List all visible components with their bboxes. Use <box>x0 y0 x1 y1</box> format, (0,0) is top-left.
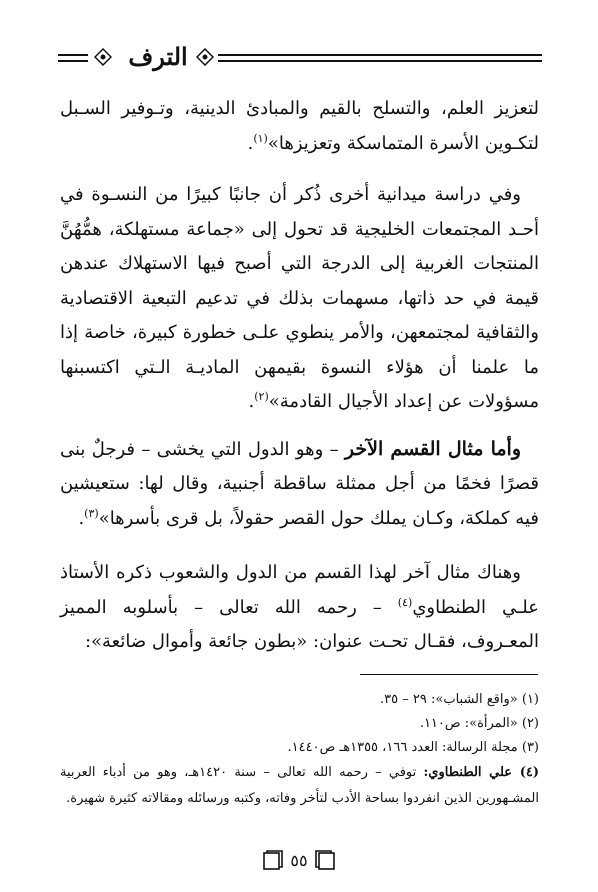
footnote: (٢) «المرأة»: ص١١٠. <box>419 716 539 731</box>
book-icon <box>314 850 336 872</box>
paragraph-text: لتعزيز العلم، والتسلح بالقيم والمبادئ الدينية، وتـوفير السـبل لتكـوين الأسرة المتماسكة وتعزيزها» <box>60 98 539 154</box>
footnote-ref: (٣) <box>84 506 99 520</box>
footnote-ref: (٤) <box>397 595 413 609</box>
header-rule <box>58 54 88 56</box>
running-header <box>58 40 542 76</box>
footnote-divider <box>360 674 538 675</box>
footnote-ref: (٢) <box>254 390 269 403</box>
paragraph-text: وفي دراسة ميدانية أخرى ذُكر أن جانبًا كبيرًا من النسـوة في أحـد المجتمعات الخليجية قد تحول إلى «جماعة مستهلكة، همُّهُنَّ المنتجات الغربية إلى الدرجة التي أصبح فيها الاستهلاك عندهن قيمة في حد ذاتها، مسهمات بذلك في تدعيم التبعية الاقتصادية والثقافية لمجتمعهن، والأمر ينطوي علـى خطورة كبيرة، خاصة إذا ما علمنا أن هؤلاء النسوة بقيمهن الماديـة الـتي اكتسبنها مسؤولات عن إعداد الأجيال القادمة» <box>60 184 539 412</box>
header-rule <box>218 54 542 56</box>
page-number: ٥٥ <box>290 851 308 870</box>
footnotes <box>60 688 539 812</box>
footnote: (١) «واقع الشباب»: ٢٩ – ٣٥. <box>380 692 539 707</box>
main-text <box>60 92 539 660</box>
footnote-ref: (١) <box>253 131 268 145</box>
header-rule <box>218 60 542 62</box>
footnote <box>60 760 539 812</box>
footnote-label: (٤) علي الطنطاوي: <box>423 765 539 780</box>
paragraph: وفي دراسة ميدانية أخرى ذُكر أن جانبًا كبيرًا من النسـوة في أحـد المجتمعات الخليجية قد تحول إلى «جماعة مستهلكة، همُّهُنَّ المنتجات الغربية إلى الدرجة التي أصبح فيها الاستهلاك عندهن قيمة في حد ذاتها، مسهمات بذلك في تدعيم التبعية الاقتصادية والثقافية لمجتمعهن، والأمر ينطوي علـى خطورة كبيرة، خاصة إذا ما علمنا أن هؤلاء النسوة بقيمهن الماديـة الـتي اكتسبنها مسؤولات عن إعداد الأجيال القادمة»$^{(٢)}$. <box>60 184 539 412</box>
page-footer <box>262 846 336 876</box>
bold-lead: وأما مثال القسم الآخر <box>344 437 521 460</box>
paragraph: لتعزيز العلم، والتسلح بالقيم والمبادئ الدينية، وتـوفير السـبل لتكـوين الأسرة المتماسكة وتعزيزها»$^{(١)}$. <box>60 98 539 154</box>
header-rule <box>58 60 88 62</box>
paragraph-text: وهناك مثال آخر لهذا القسم من الدول والشعوب ذكره الأستاذ علـي الطنطاوي <box>60 562 540 618</box>
paragraph: وأما مثال القسم الآخر – وهو الدول التي يخشى – فرجلٌ بنى قصرًا فخمًا من أجل ممثلة ساقطة أجنبية، وقال لها: ستعيشين فيه كملكة، وكـان يملك حول القصر حقولاً، بل قرى بأسرها»$^{(٣)}$. <box>60 437 539 529</box>
footnote: (٣) مجلة الرسالة: العدد ١٦٦، ١٣٥٥هـ ص١٤٤٠. <box>287 740 539 755</box>
ornament-icon <box>94 48 112 66</box>
ornament-icon <box>196 48 214 66</box>
header-title: الترف <box>128 42 188 71</box>
paragraph <box>60 556 539 660</box>
paragraph-text: – وهو الدول التي يخشى – فرجلٌ بنى قصرًا فخمًا من أجل ممثلة ساقطة أجنبية، وقال لها: ستعيشين فيه كملكة، وكـان يملك حول القصر حقولاً، بل قرى بأسرها» <box>60 438 539 529</box>
footnote-text: توفي – رحمه الله تعالى – سنة ١٤٢٠هـ، وهو من أدباء العربية المشـهورين الذين انفردوا بساحة الأدب لتأخر وفاته، وكتبه ورسائله ومقالاته كثيرة شهيرة. <box>60 765 539 806</box>
book-icon <box>262 850 284 872</box>
paragraph-text: – رحمه الله تعالى – بأسلوبه المميز المعـروف، فقـال تحـت عنوان: «بطون جائعة وأموال ضائعة»: <box>60 596 539 652</box>
